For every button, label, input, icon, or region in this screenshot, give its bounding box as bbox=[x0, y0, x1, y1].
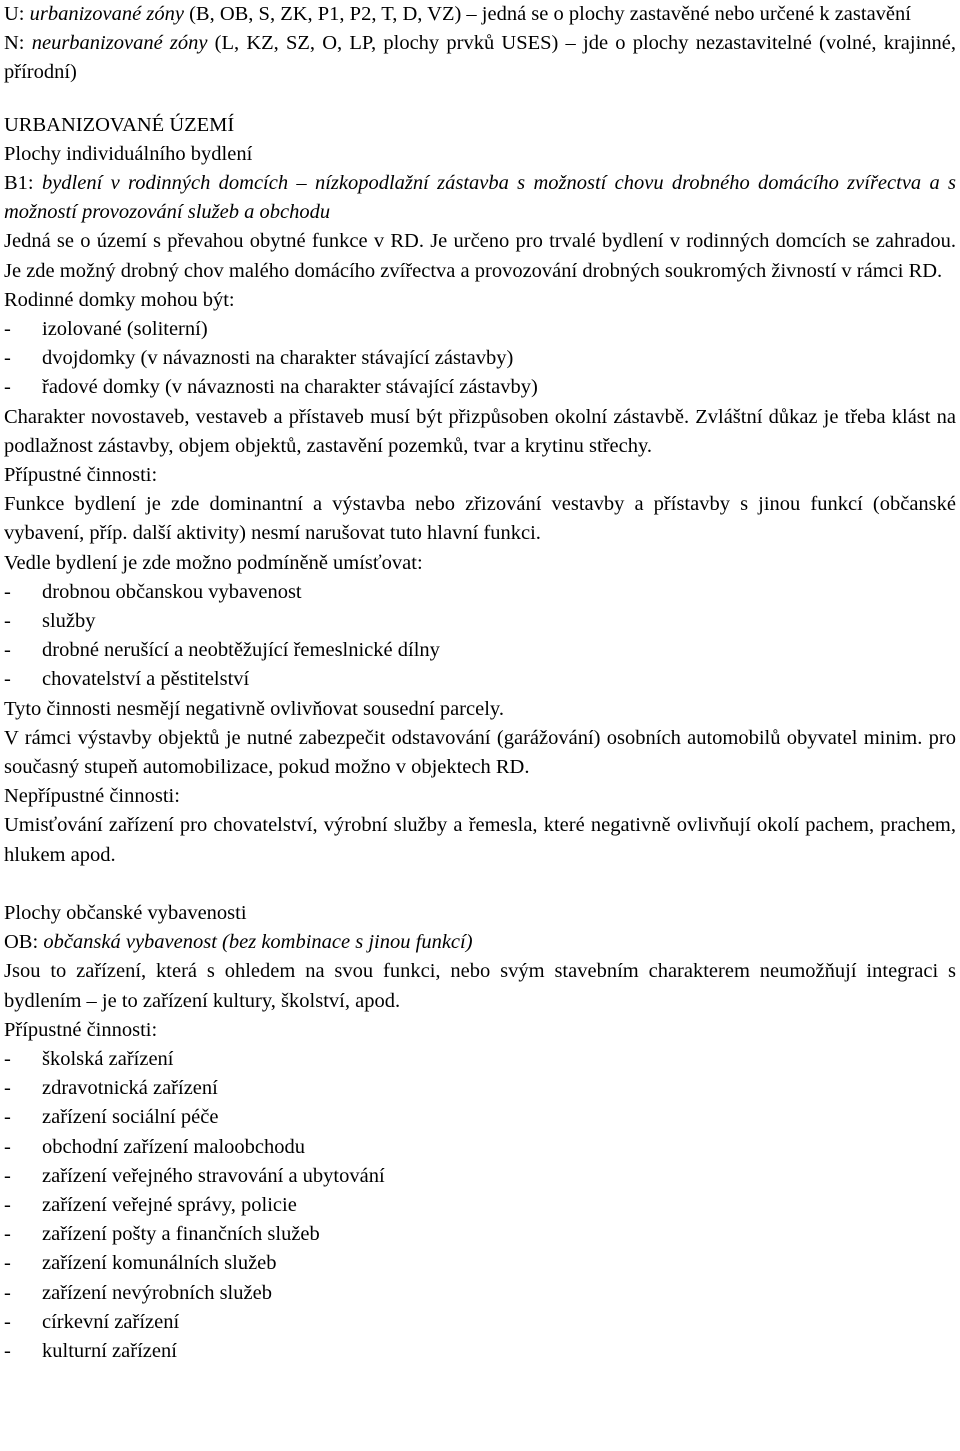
dash: - bbox=[4, 1252, 11, 1275]
paragraph: Jedná se o území s převahou obytné funkce v RD. Je určeno pro trvalé bydlení v rodinných domcích se zahradou. Je zde možný drobný chov malého domácího zvířectva a provozování drobných soukromých živností v rámci RD. bbox=[4, 230, 956, 282]
list-item-text: kulturní zařízení bbox=[42, 1339, 177, 1362]
list-item bbox=[4, 1279, 956, 1308]
section-title: URBANIZOVANÉ ÚZEMÍ bbox=[4, 113, 235, 136]
paragraph: Tyto činnosti nesmějí negativně ovlivňovat sousední parcely. bbox=[4, 697, 504, 720]
list-item bbox=[4, 1249, 956, 1278]
list-item bbox=[4, 665, 956, 694]
list-item-text: dvojdomky (v návaznosti na charakter stávající zástavby) bbox=[42, 347, 514, 370]
list-item bbox=[4, 607, 956, 636]
list-item-text: školská zařízení bbox=[42, 1047, 174, 1070]
spacer bbox=[4, 88, 956, 111]
dash: - bbox=[4, 580, 11, 603]
list-item-text: obchodní zařízení maloobchodu bbox=[42, 1135, 305, 1158]
dash: - bbox=[4, 376, 11, 399]
list-item bbox=[4, 1220, 956, 1249]
b1-definition bbox=[4, 169, 956, 227]
list-item bbox=[4, 636, 956, 665]
list-item bbox=[4, 578, 956, 607]
list-item-text: chovatelství a pěstitelství bbox=[42, 668, 250, 691]
u-italic: urbanizované zóny bbox=[29, 3, 184, 25]
rd-list bbox=[4, 315, 956, 403]
intro-urbanized bbox=[4, 0, 956, 29]
list-item bbox=[4, 1191, 956, 1220]
ob-italic: občanská vybavenost (bez kombinace s jinou funkcí) bbox=[43, 931, 473, 954]
dash: - bbox=[4, 1193, 11, 1216]
dash: - bbox=[4, 1077, 11, 1100]
allowed-list bbox=[4, 578, 956, 695]
list-item-text: zařízení veřejného stravování a ubytování bbox=[42, 1164, 385, 1187]
subheading-allowed: Přípustné činnosti: bbox=[4, 1018, 158, 1041]
list-item bbox=[4, 1103, 956, 1132]
paragraph: V rámci výstavby objektů je nutné zabezpečit odstavování (garážování) osobních automobilů obyvatel minim. pro současný stupeň automobilizace, pokud možno v objektech RD. bbox=[4, 726, 956, 779]
dash: - bbox=[4, 610, 11, 633]
list-item-text: zařízení pošty a finančních služeb bbox=[42, 1223, 320, 1246]
list-item-text: zdravotnická zařízení bbox=[42, 1077, 218, 1100]
spacer bbox=[4, 870, 956, 899]
list-item-text: zařízení nevýrobních služeb bbox=[42, 1281, 272, 1304]
n-rest: (L, KZ, SZ, O, LP, plochy prvků USES) – jde o plochy nezastavitelné (volné, krajinné, přírodní) bbox=[4, 32, 957, 84]
section-subtitle: Plochy občanské vybavenosti bbox=[4, 901, 247, 924]
subheading-allowed: Přípustné činnosti: bbox=[4, 464, 158, 487]
paragraph: Funkce bydlení je zde dominantní a výstavba nebo zřizování vestavby a přístavby s jinou funkcí (občanské vybavení, příp. další aktivity) nesmí narušovat tuto hlavní funkci. bbox=[4, 493, 956, 545]
u-label: U: bbox=[4, 3, 25, 25]
dash: - bbox=[4, 347, 11, 370]
list-item-text: zařízení sociální péče bbox=[42, 1106, 219, 1129]
list-item bbox=[4, 1162, 956, 1191]
list-item-text: církevní zařízení bbox=[42, 1310, 180, 1333]
dash: - bbox=[4, 1223, 11, 1246]
list-item-text: drobnou občanskou vybavenost bbox=[42, 580, 302, 603]
list-item bbox=[4, 1074, 956, 1103]
list-item-text: zařízení veřejné správy, policie bbox=[42, 1193, 297, 1216]
dash: - bbox=[4, 639, 11, 662]
list-item bbox=[4, 344, 956, 373]
list-item bbox=[4, 315, 956, 344]
list-item-text: izolované (soliterní) bbox=[42, 318, 208, 341]
b1-italic: bydlení v rodinných domcích – nízkopodlažní zástavba s možností chovu drobného domácího zvířectva a s možností provozování služeb a obchodu bbox=[4, 172, 957, 224]
dash: - bbox=[4, 1281, 11, 1304]
list-item bbox=[4, 1045, 956, 1074]
list-item bbox=[4, 1308, 956, 1337]
list-item bbox=[4, 1337, 956, 1366]
dash: - bbox=[4, 1339, 11, 1362]
intro-nonurbanized bbox=[4, 29, 956, 87]
u-rest: (B, OB, S, ZK, P1, P2, T, D, VZ) – jedná se o plochy zastavěné nebo určené k zastavění bbox=[189, 3, 911, 25]
dash: - bbox=[4, 1106, 11, 1129]
dash: - bbox=[4, 1310, 11, 1333]
dash: - bbox=[4, 1164, 11, 1187]
n-italic: neurbanizované zóny bbox=[31, 32, 208, 55]
paragraph: Umisťování zařízení pro chovatelství, výrobní služby a řemesla, které negativně ovlivňují okolí pachem, prachem, hlukem apod. bbox=[4, 814, 956, 866]
list-item-text: zařízení komunálních služeb bbox=[42, 1252, 277, 1275]
ob-label: OB: bbox=[4, 931, 39, 954]
list-item-text: služby bbox=[42, 610, 96, 633]
dash: - bbox=[4, 318, 11, 341]
subheading-rd: Rodinné domky mohou být: bbox=[4, 288, 235, 311]
section-subtitle: Plochy individuálního bydlení bbox=[4, 142, 253, 165]
b1-label: B1: bbox=[4, 172, 34, 195]
paragraph: Vedle bydlení je zde možno podmíněně umísťovat: bbox=[4, 551, 423, 574]
ob-definition bbox=[4, 928, 956, 957]
n-label: N: bbox=[4, 32, 25, 55]
dash: - bbox=[4, 1135, 11, 1158]
list-item bbox=[4, 1133, 956, 1162]
list-item-text: řadové domky (v návaznosti na charakter stávající zástavby) bbox=[42, 376, 538, 399]
paragraph: Jsou to zařízení, která s ohledem na svou funkci, nebo svým stavebním charakterem neumožňují integraci s bydlením – je to zařízení kultury, školství, apod. bbox=[4, 960, 956, 1012]
list-item bbox=[4, 373, 956, 402]
ob-allowed-list bbox=[4, 1045, 956, 1366]
dash: - bbox=[4, 1047, 11, 1070]
list-item-text: drobné nerušící a neobtěžující řemeslnické dílny bbox=[42, 639, 440, 662]
subheading-forbidden: Nepřípustné činnosti: bbox=[4, 785, 180, 808]
dash: - bbox=[4, 668, 11, 691]
paragraph: Charakter novostaveb, vestaveb a přístaveb musí být přizpůsoben okolní zástavbě. Zvláštní důkaz je třeba klást na podlažnost zástavby, objem objektů, zastavění pozemků, tvar a krytinu střechy. bbox=[4, 405, 956, 457]
